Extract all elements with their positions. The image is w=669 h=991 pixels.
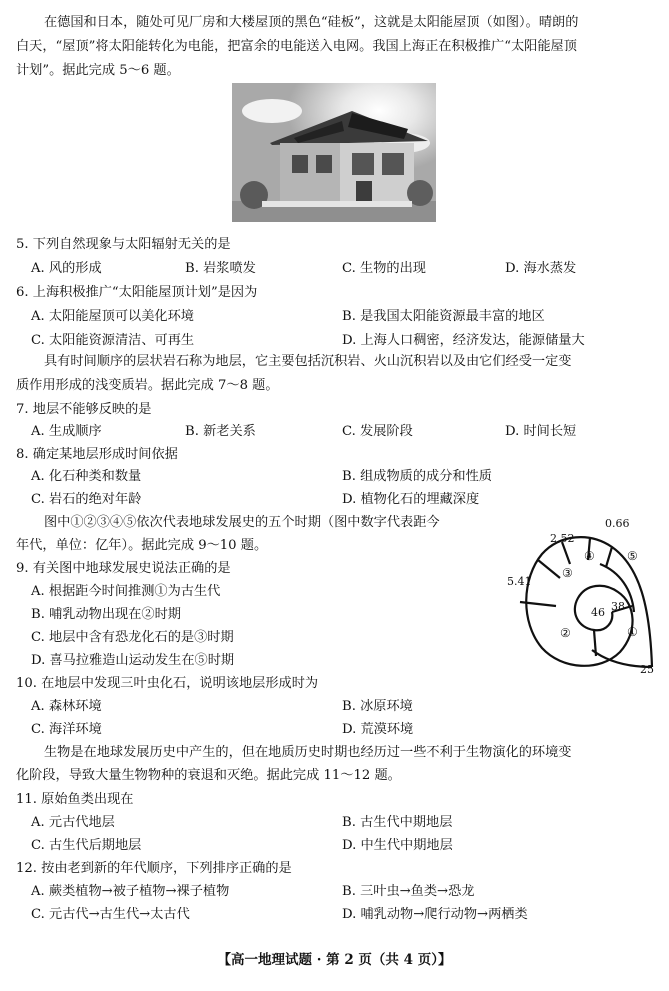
question-12-option-b: B. 三叶虫→鱼类→恐龙	[342, 884, 475, 899]
period-2: ②	[560, 626, 571, 640]
label-252: 2.52	[550, 532, 575, 545]
question-7-option-a: A. 生成顺序	[31, 424, 102, 439]
intro1-line1: 在德国和日本，随处可见厂房和大楼屋顶的黑色“硅板”，这就是太阳能屋顶（如图）。晴朗的	[44, 15, 579, 30]
question-8-stem: 8. 确定某地层形成时间依据	[16, 447, 178, 462]
intro1-line2: 白天，“屋顶”将太阳能转化为电能，把富余的电能送入电网。我国上海正在积极推广“太阳能屋顶	[16, 39, 577, 54]
question-6-stem: 6. 上海积极推广“太阳能屋顶计划”是因为	[16, 285, 258, 300]
question-10-option-b: B. 冰原环境	[342, 699, 413, 714]
question-10-option-d: D. 荒漠环境	[342, 722, 414, 737]
question-11-option-b: B. 古生代中期地层	[342, 815, 453, 830]
label-46: 46	[591, 606, 605, 619]
question-7-option-d: D. 时间长短	[505, 424, 577, 439]
question-5-option-a: A. 风的形成	[31, 261, 102, 276]
intro1-line3: 计划”。据此完成 5～6 题。	[16, 63, 180, 78]
question-6-option-c: C. 太阳能资源清洁、可再生	[31, 333, 195, 348]
question-8-option-c: C. 岩石的绝对年龄	[31, 492, 142, 507]
question-5-option-b: B. 岩浆喷发	[185, 261, 256, 276]
label-066: 0.66	[605, 517, 630, 530]
question-11-option-a: A. 元古代地层	[31, 815, 115, 830]
question-12-option-a: A. 蕨类植物→被子植物→裸子植物	[31, 884, 230, 899]
period-5: ⑤	[627, 549, 638, 563]
question-7-stem: 7. 地层不能够反映的是	[16, 402, 152, 417]
question-7-option-c: C. 发展阶段	[342, 424, 413, 439]
question-10-option-c: C. 海洋环境	[31, 722, 102, 737]
question-11-option-c: C. 古生代后期地层	[31, 838, 142, 853]
question-9-stem: 9. 有关图中地球发展史说法正确的是	[16, 561, 231, 576]
period-1: ①	[627, 625, 638, 639]
period-4: ④	[584, 549, 595, 563]
label-38: 38	[611, 600, 625, 613]
question-8-option-d: D. 植物化石的埋藏深度	[342, 492, 480, 507]
question-6-option-a: A. 太阳能屋顶可以美化环境	[31, 309, 194, 324]
label-25: 25	[640, 663, 654, 676]
solar-house-photo	[232, 83, 436, 222]
question-10-option-a: A. 森林环境	[31, 699, 102, 714]
intro2-line1: 具有时间顺序的层状岩石称为地层，它主要包括沉积岩、火山沉积岩以及由它们经受一定变	[44, 354, 572, 369]
intro4-line2: 化阶段，导致大量生物物种的衰退和灭绝。据此完成 11～12 题。	[16, 768, 401, 783]
page-footer: 【高一地理试题 · 第 2 页（共 4 页）】	[217, 952, 452, 968]
question-9-option-c: C. 地层中含有恐龙化石的是③时期	[31, 630, 234, 645]
intro3-line1: 图中①②③④⑤依次代表地球发展史的五个时期（图中数字代表距今	[44, 515, 440, 530]
question-6-option-b: B. 是我国太阳能资源最丰富的地区	[342, 309, 545, 324]
question-9-option-d: D. 喜马拉雅造山运动发生在⑤时期	[31, 653, 235, 668]
intro4-line1: 生物是在地球发展历史中产生的，但在地质历史时期也经历过一些不利于生物演化的环境变	[44, 745, 572, 760]
question-5-option-d: D. 海水蒸发	[505, 261, 577, 276]
intro2-line2: 质作用形成的浅变质岩。据此完成 7～8 题。	[16, 378, 279, 393]
question-8-option-b: B. 组成物质的成分和性质	[342, 469, 492, 484]
geologic-spiral-diagram	[500, 512, 662, 682]
question-11-stem: 11. 原始鱼类出现在	[16, 792, 134, 807]
question-9-option-a: A. 根据距今时间推测①为古生代	[31, 584, 221, 599]
question-5-option-c: C. 生物的出现	[342, 261, 426, 276]
question-11-option-d: D. 中生代中期地层	[342, 838, 453, 853]
label-541: 5.41	[507, 575, 532, 588]
question-9-option-b: B. 哺乳动物出现在②时期	[31, 607, 181, 622]
period-3: ③	[562, 566, 573, 580]
question-12-option-d: D. 哺乳动物→爬行动物→两栖类	[342, 907, 528, 922]
question-12-stem: 12. 按由老到新的年代顺序，下列排序正确的是	[16, 861, 292, 876]
question-5-stem: 5. 下列自然现象与太阳辐射无关的是	[16, 237, 231, 252]
question-6-option-d: D. 上海人口稠密，经济发达，能源储量大	[342, 333, 585, 348]
intro3-line2: 年代，单位：亿年）。据此完成 9～10 题。	[16, 538, 268, 553]
question-8-option-a: A. 化石种类和数量	[31, 469, 142, 484]
question-12-option-c: C. 元古代→古生代→太古代	[31, 907, 190, 922]
question-7-option-b: B. 新老关系	[185, 424, 256, 439]
question-10-stem: 10. 在地层中发现三叶虫化石，说明该地层形成时为	[16, 676, 319, 691]
